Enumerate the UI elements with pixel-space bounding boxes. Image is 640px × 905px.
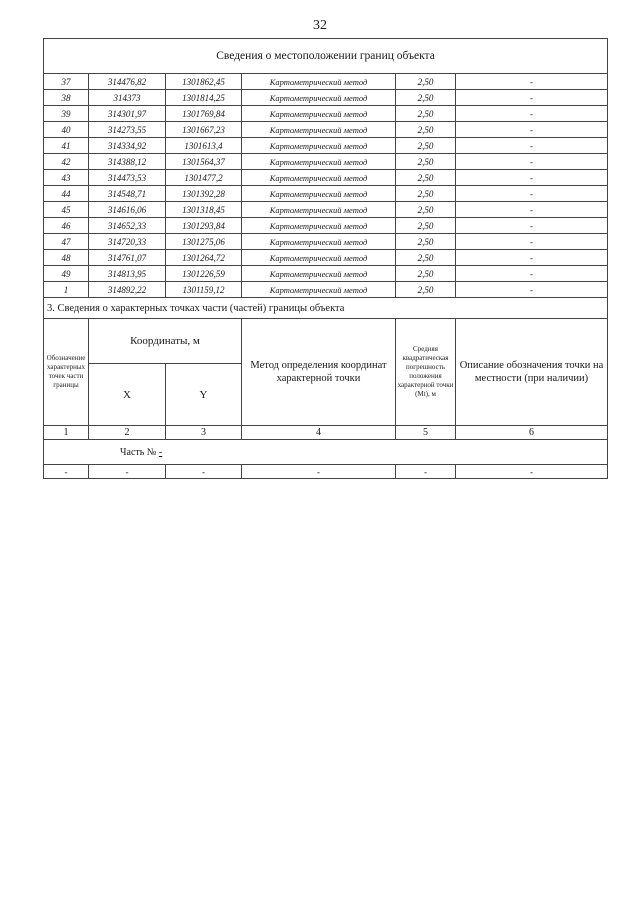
mean-error: 2,50 [396,250,456,266]
method: Картометрический метод [242,138,396,154]
part-row [44,440,608,465]
table-row [44,218,608,234]
empty-cell: - [89,465,166,479]
coord-x: 314720,33 [89,234,166,250]
coord-y: 1301159,12 [166,282,242,298]
description: - [456,234,608,250]
mean-error: 2,50 [396,266,456,282]
point-number: 45 [44,202,89,218]
coord-x: 314301,97 [89,106,166,122]
coord-y: 1301264,72 [166,250,242,266]
coord-x: 314273,55 [89,122,166,138]
description: - [456,186,608,202]
point-number: 47 [44,234,89,250]
part-label: Часть № [120,446,159,458]
mean-error: 2,50 [396,154,456,170]
coord-x: 314652,33 [89,218,166,234]
description: - [456,74,608,90]
column-number: 3 [166,426,242,440]
description: - [456,282,608,298]
table-row [44,122,608,138]
coord-x: 314892,22 [89,282,166,298]
mean-error: 2,50 [396,170,456,186]
point-number: 48 [44,250,89,266]
description: - [456,250,608,266]
coord-x: 314476,82 [89,74,166,90]
header-designation: Обозначение характерных точек части границы [44,319,89,426]
coord-x: 314548,71 [89,186,166,202]
point-number: 1 [44,282,89,298]
table-row [44,202,608,218]
coord-y: 1301318,45 [166,202,242,218]
empty-cell: - [242,465,396,479]
method: Картометрический метод [242,250,396,266]
description: - [456,218,608,234]
part-label-cell [44,440,608,465]
coord-x: 314473,53 [89,170,166,186]
mean-error: 2,50 [396,74,456,90]
mean-error: 2,50 [396,186,456,202]
mean-error: 2,50 [396,218,456,234]
description: - [456,90,608,106]
part-value: - [158,446,163,458]
empty-cell: - [44,465,89,479]
column-number-row [44,426,608,440]
point-number: 41 [44,138,89,154]
coord-x: 314373 [89,90,166,106]
header-method: Метод определения координат характерной точки [242,319,396,426]
point-number: 44 [44,186,89,202]
coord-y: 1301769,84 [166,106,242,122]
column-number: 2 [89,426,166,440]
method: Картометрический метод [242,74,396,90]
point-number: 40 [44,122,89,138]
point-number: 46 [44,218,89,234]
method: Картометрический метод [242,282,396,298]
mean-error: 2,50 [396,138,456,154]
point-number: 42 [44,154,89,170]
method: Картометрический метод [242,266,396,282]
description: - [456,154,608,170]
table-row [44,186,608,202]
coord-x: 314334,92 [89,138,166,154]
description: - [456,266,608,282]
coord-y: 1301226,59 [166,266,242,282]
point-number: 39 [44,106,89,122]
mean-error: 2,50 [396,234,456,250]
coord-y: 1301667,23 [166,122,242,138]
point-number: 38 [44,90,89,106]
table-row [44,282,608,298]
mean-error: 2,50 [396,122,456,138]
method: Картометрический метод [242,90,396,106]
section3-title: 3. Сведения о характерных точках части (частей) границы объекта [44,298,608,319]
method: Картометрический метод [242,202,396,218]
section3-title-row [44,298,608,319]
coord-x: 314761,07 [89,250,166,266]
table-row [44,154,608,170]
header-coords: Координаты, м [89,319,242,364]
mean-error: 2,50 [396,202,456,218]
column-number: 6 [456,426,608,440]
coord-y: 1301564,37 [166,154,242,170]
coord-x: 314813,95 [89,266,166,282]
boundary-table [43,38,608,479]
coord-y: 1301392,28 [166,186,242,202]
coord-y: 1301862,45 [166,74,242,90]
coord-y: 1301293,84 [166,218,242,234]
coord-x: 314616,06 [89,202,166,218]
table-row [44,250,608,266]
header-row [44,319,608,364]
header-x: X [89,364,166,426]
empty-cell: - [396,465,456,479]
method: Картометрический метод [242,122,396,138]
section-title-row [44,39,608,74]
empty-cell: - [166,465,242,479]
point-number: 37 [44,74,89,90]
mean-error: 2,50 [396,106,456,122]
method: Картометрический метод [242,154,396,170]
column-number: 5 [396,426,456,440]
mean-error: 2,50 [396,90,456,106]
table-row [44,74,608,90]
method: Картометрический метод [242,106,396,122]
method: Картометрический метод [242,234,396,250]
page-number: 32 [313,18,327,33]
table-row [44,465,608,479]
method: Картометрический метод [242,170,396,186]
description: - [456,202,608,218]
mean-error: 2,50 [396,282,456,298]
section-title: Сведения о местоположении границ объекта [44,39,608,74]
coord-x: 314388,12 [89,154,166,170]
description: - [456,170,608,186]
point-number: 43 [44,170,89,186]
description: - [456,106,608,122]
table-row [44,170,608,186]
method: Картометрический метод [242,186,396,202]
header-description: Описание обозначения точки на местности (при наличии) [456,319,608,426]
point-number: 49 [44,266,89,282]
column-number: 4 [242,426,396,440]
coord-y: 1301814,25 [166,90,242,106]
table-row [44,234,608,250]
header-mean-error: Средняя квадратическая погрешность положения характерной точки (Мt), м [396,319,456,426]
table-row [44,266,608,282]
column-number: 1 [44,426,89,440]
table-row [44,90,608,106]
table-row [44,138,608,154]
description: - [456,138,608,154]
coord-y: 1301477,2 [166,170,242,186]
empty-cell: - [456,465,608,479]
coord-y: 1301613,4 [166,138,242,154]
method: Картометрический метод [242,218,396,234]
coord-y: 1301275,06 [166,234,242,250]
table-row [44,106,608,122]
header-y: Y [166,364,242,426]
description: - [456,122,608,138]
